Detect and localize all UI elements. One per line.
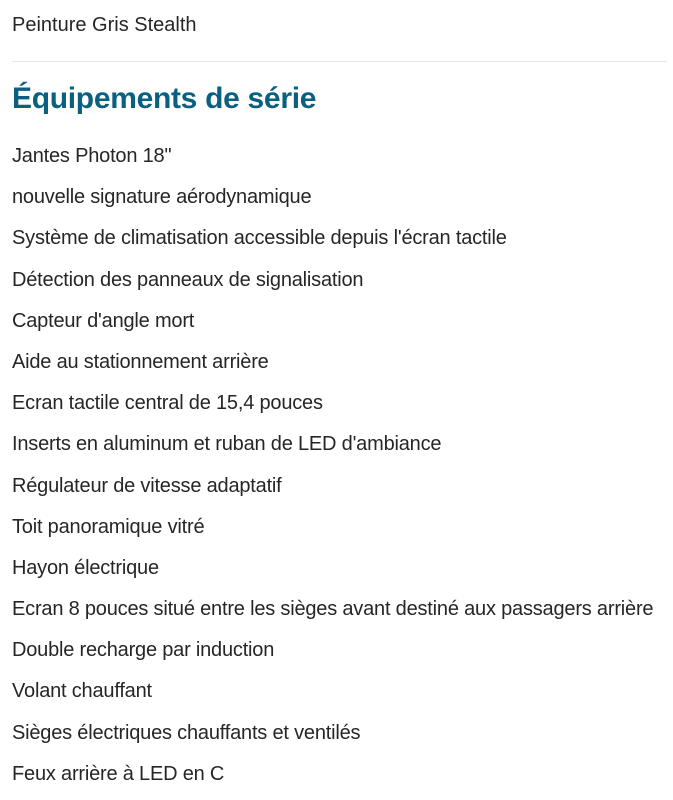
equipment-item: Sièges électriques chauffants et ventilés: [12, 721, 361, 744]
equipment-item: Toit panoramique vitré: [12, 515, 205, 538]
equipment-list: [12, 136, 667, 795]
equipment-item: nouvelle signature aérodynamique: [12, 186, 312, 209]
section-title: Équipements de série: [12, 82, 317, 115]
equipment-item: Hayon électrique: [12, 556, 159, 579]
equipment-item: Double recharge par induction: [12, 639, 275, 662]
equipment-item: Système de climatisation accessible depuis l'écran tactile: [12, 227, 507, 250]
equipment-item: Aide au stationnement arrière: [12, 350, 269, 373]
equipment-item: Inserts en aluminum et ruban de LED d'ambiance: [12, 433, 442, 456]
equipment-item: Ecran tactile central de 15,4 pouces: [12, 392, 323, 415]
paint-option: Peinture Gris Stealth: [12, 14, 197, 36]
equipment-item: Feux arrière à LED en C: [12, 762, 225, 785]
equipment-item: Ecran 8 pouces situé entre les sièges avant destiné aux passagers arrière: [12, 598, 654, 621]
equipment-item: Volant chauffant: [12, 680, 152, 703]
equipment-item: Capteur d'angle mort: [12, 309, 195, 332]
equipment-item: Régulateur de vitesse adaptatif: [12, 474, 282, 497]
equipment-item: Détection des panneaux de signalisation: [12, 268, 364, 291]
equipment-item: Jantes Photon 18": [12, 145, 172, 167]
